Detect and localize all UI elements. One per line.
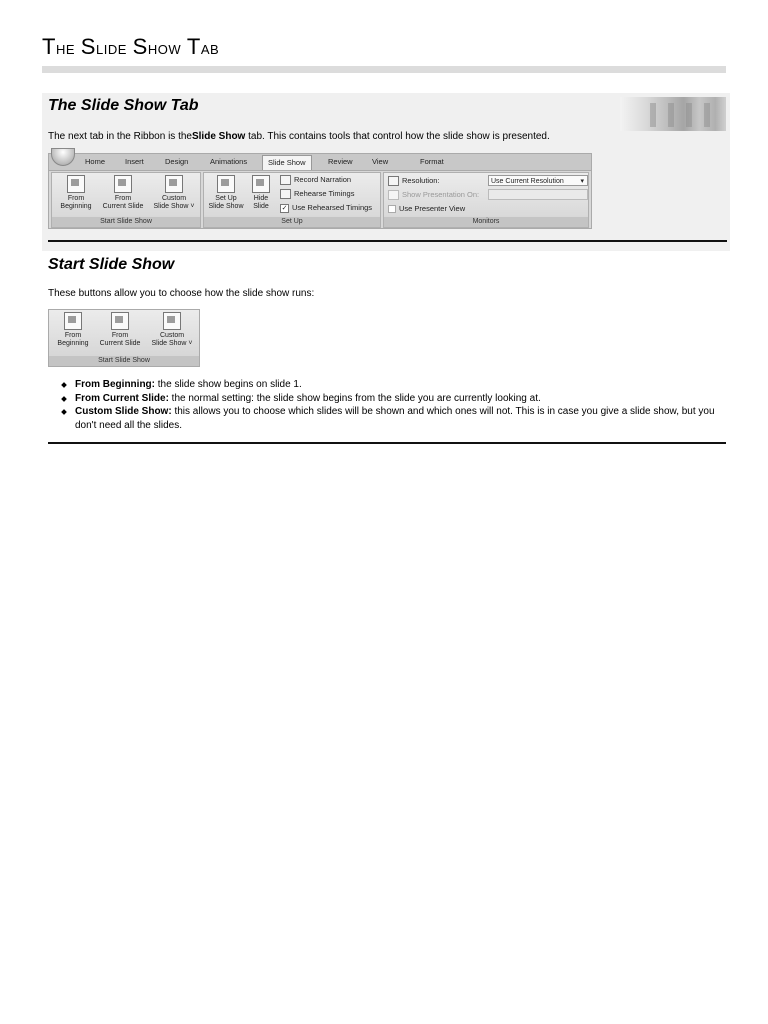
title-rest: lide: [95, 38, 127, 59]
button-label: Custom: [161, 195, 187, 202]
button-label: Beginning: [57, 340, 89, 347]
group-start-slide-show: [51, 172, 201, 228]
title-rest: how: [147, 38, 182, 59]
option-label: Resolution:: [402, 176, 440, 185]
option-label: Use Presenter View: [399, 204, 466, 213]
microphone-icon: [280, 175, 291, 185]
page-title: [42, 34, 219, 60]
button-label: Slide Show: [208, 203, 244, 210]
bullet-desc: the slide show begins on slide 1.: [155, 379, 302, 390]
button-label: Slide: [253, 203, 269, 210]
tab-slide-show[interactable]: Slide Show: [262, 155, 312, 170]
checkbox-icon: [388, 205, 396, 213]
list-item: [48, 392, 728, 406]
tab-home[interactable]: Home: [85, 157, 106, 166]
custom-show-icon: [165, 175, 183, 193]
option-label: Record Narration: [294, 175, 352, 184]
section-heading: The Slide Show Tab: [48, 97, 199, 114]
option-label: Rehearse Timings: [294, 189, 355, 198]
button-label: Current Slide: [102, 203, 144, 210]
group-label: Set Up: [204, 217, 380, 227]
title-rest: he: [55, 38, 76, 59]
use-rehearsed-timings-checkbox[interactable]: [280, 203, 372, 213]
checkmark-icon: ✓: [281, 204, 288, 212]
bullet-term: From Current Slide:: [75, 392, 169, 404]
section-intro-text: These buttons allow you to choose how the slide show runs:: [48, 288, 315, 299]
start-slide-show-group-screenshot: [48, 309, 200, 367]
ribbon-tab-bar: [49, 154, 591, 171]
button-label: Set Up: [215, 195, 237, 202]
diamond-bullet-icon: [61, 382, 67, 388]
bullet-list: [48, 378, 728, 432]
group-monitors: [383, 172, 589, 228]
projector-play-icon: [64, 312, 82, 330]
custom-slide-show-button[interactable]: [147, 312, 197, 348]
set-up-slide-show-button[interactable]: [206, 175, 246, 211]
section-slide-show-tab: [42, 93, 730, 251]
tab-insert[interactable]: Insert: [125, 157, 144, 166]
button-label: Custom: [159, 332, 185, 339]
clock-icon: [280, 189, 291, 199]
group-label: Start Slide Show: [52, 217, 200, 227]
intro-text-part: tab. This contains tools that control how the slide show is presented.: [245, 131, 550, 142]
decorative-building-image: [620, 97, 726, 131]
list-item: [48, 378, 728, 392]
hide-slide-icon: [252, 175, 270, 193]
option-label: Show Presentation On:: [402, 190, 480, 199]
button-label: From: [64, 332, 82, 339]
bullet-term: From Beginning:: [75, 379, 155, 390]
section-divider: [48, 442, 726, 444]
projector-slide-icon: [111, 312, 129, 330]
button-label: Slide Show ˅: [153, 203, 195, 210]
group-set-up: [203, 172, 381, 228]
monitor-icon: [388, 190, 399, 200]
section-divider: [48, 240, 727, 242]
from-current-slide-button[interactable]: [98, 175, 148, 211]
group-label: Monitors: [384, 217, 588, 227]
group-label: Start Slide Show: [49, 356, 199, 366]
button-label: Current Slide: [99, 340, 141, 347]
button-label: From: [114, 195, 132, 202]
diamond-bullet-icon: [61, 396, 67, 402]
option-label: Use Rehearsed Timings: [292, 203, 373, 212]
projector-play-icon: [67, 175, 85, 193]
tab-format[interactable]: Format: [420, 157, 444, 166]
bullet-desc: the normal setting: the slide show begins from the slide you are currently looking at.: [168, 392, 541, 404]
tab-view[interactable]: View: [372, 157, 389, 166]
use-presenter-view-checkbox[interactable]: [388, 204, 465, 213]
button-label: Hide: [253, 195, 269, 202]
button-label: Slide Show ˅: [151, 340, 193, 347]
diamond-bullet-icon: [61, 409, 67, 415]
button-label: Beginning: [60, 203, 92, 210]
show-presentation-on-dropdown[interactable]: [488, 189, 588, 200]
rehearse-timings-button[interactable]: [280, 189, 354, 199]
hide-slide-button[interactable]: [248, 175, 274, 211]
custom-slide-show-button[interactable]: [150, 175, 198, 211]
bullet-term: Custom Slide Show:: [75, 406, 172, 417]
intro-text-bold: Slide Show: [191, 131, 246, 142]
title-cap: S: [132, 34, 148, 59]
from-beginning-button[interactable]: [56, 175, 96, 211]
from-current-slide-button[interactable]: [95, 312, 145, 348]
list-item: [48, 405, 728, 432]
record-narration-button[interactable]: [280, 175, 351, 185]
monitor-icon: [388, 176, 399, 186]
tab-design[interactable]: Design: [165, 157, 189, 166]
title-divider: [42, 66, 726, 73]
dropdown-value: Use Current Resolution: [491, 178, 564, 185]
chevron-down-icon: ▾: [580, 178, 584, 185]
title-cap: T: [42, 34, 56, 59]
title-cap: T: [186, 34, 201, 59]
resolution-label: [388, 176, 440, 186]
section-intro-text: [48, 131, 550, 142]
tab-animations[interactable]: Animations: [210, 157, 248, 166]
tab-review[interactable]: Review: [328, 157, 353, 166]
intro-text-part: The next tab in the Ribbon is the: [48, 131, 192, 142]
button-label: From: [111, 332, 129, 339]
custom-show-icon: [163, 312, 181, 330]
ribbon-screenshot: [48, 153, 592, 229]
button-label: From: [67, 195, 85, 202]
bullet-desc: this allows you to choose which slides will be shown and which ones will not. This is in case you give a slide show, but you don't need all the slides.: [75, 406, 715, 431]
title-rest: ab: [200, 38, 220, 59]
setup-slideshow-icon: [217, 175, 235, 193]
section-heading: Start Slide Show: [48, 256, 175, 273]
show-presentation-on-label: [388, 190, 479, 200]
title-cap: S: [80, 34, 96, 59]
resolution-dropdown[interactable]: [488, 175, 588, 186]
from-beginning-button[interactable]: [53, 312, 93, 348]
projector-slide-icon: [114, 175, 132, 193]
